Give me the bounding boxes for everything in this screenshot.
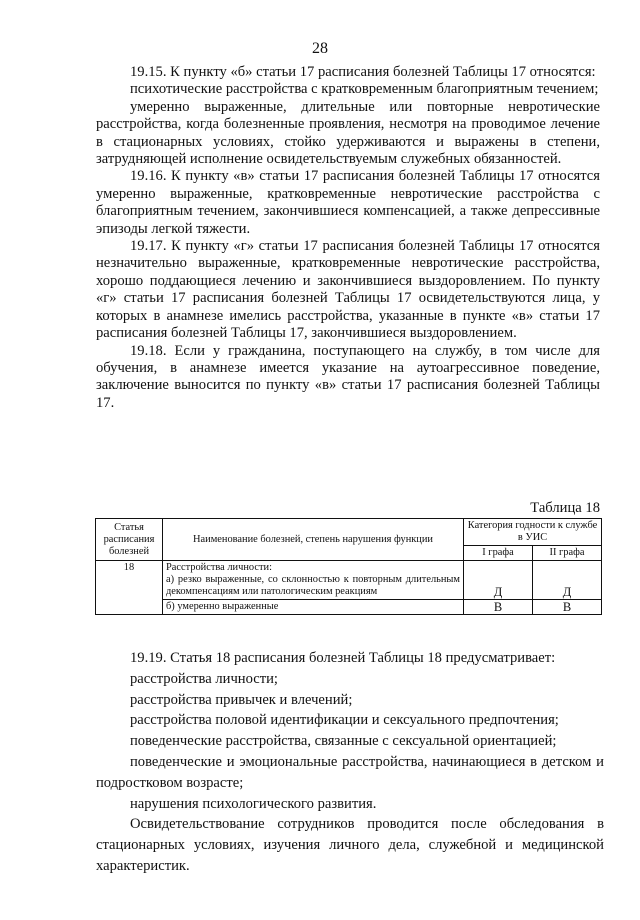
paragraph-examination: Освидетельствование сотрудников проводится после обследования в стационарных условиях, изучения личного дела, служебной и медицинской характеристик. — [96, 816, 604, 874]
item-a-column-1: Д — [464, 561, 533, 600]
list-item: расстройства личности; — [130, 670, 278, 687]
row-article-number: 18 — [96, 561, 163, 615]
paragraph-19-16: 19.16. К пункту «в» статьи 17 расписания болезней Таблицы 17 относятся умеренно выраженные, кратковременные невротические расстройства с благоприятным течением, закончившиеся компенсацией, а также депрессивные эпизоды легкой тяжести. — [96, 168, 600, 237]
header-disease-name: Наименование болезней, степень нарушения функции — [163, 519, 464, 561]
item-b-column-1: В — [464, 600, 533, 615]
list-item: поведенческие расстройства, связанные с сексуальной ориентацией; — [130, 733, 557, 750]
header-column-2: II графа — [533, 546, 602, 561]
header-category: Категория годности к службе в УИС — [464, 519, 602, 546]
row-item-a-cell — [163, 561, 464, 600]
list-item: расстройства половой идентификации и сексуального предпочтения; — [130, 712, 559, 729]
paragraph-neurotic: умеренно выраженные, длительные или повторные невротические расстройства, когда болезненные проявления, несмотря на проводимое лечение в стационарных условиях, стойко удерживаются и выражены в степени, затрудняющей исполнение освидетельствуемым служебных обязанностей. — [96, 98, 600, 168]
list-item: поведенческие и эмоциональные расстройства, начинающиеся в детском и подростковом возрасте; — [96, 753, 604, 791]
item-a-column-2: Д — [533, 561, 602, 600]
item-b-column-2: В — [533, 600, 602, 615]
table-18 — [95, 518, 602, 615]
paragraph-psychotic: психотические расстройства с кратковременным благоприятным течением; — [130, 81, 599, 98]
paragraph-19-15: 19.15. К пункту «б» статьи 17 расписания болезней Таблицы 17 относятся: — [130, 64, 596, 80]
paragraph-19-17: 19.17. К пункту «г» статьи 17 расписания болезней Таблицы 17 относятся незначительно выраженные, кратковременные невротические расстройства, хорошо поддающиеся лечению и закончившиеся выздоровлением. По пункту «г» статьи 17 расписания болезней Таблицы 17 освидетельствуются лица, у которых в анамнезе имелись расстройства, указанные в пункте «в» статьи 17 расписания болезней Таблицы 17, закончившиеся выздоровлением. — [96, 238, 600, 342]
bottom-text-block — [96, 648, 604, 877]
row-title: Расстройства личности: — [166, 562, 272, 573]
row-item-b: б) умеренно выраженные — [163, 600, 464, 615]
table-caption: Таблица 18 — [530, 500, 600, 516]
top-text-block — [96, 64, 600, 412]
row-item-a: а) резко выраженные, со склонностью к повторным длительным декомпенсациям или патологическим реакциям — [166, 574, 460, 597]
paragraph-19-19: 19.19. Статья 18 расписания болезней Таблицы 18 предусматривает: — [130, 650, 556, 666]
page-number: 28 — [312, 40, 328, 57]
list-item: расстройства привычек и влечений; — [130, 691, 353, 708]
header-article: Статья расписания болезней — [96, 519, 163, 561]
paragraph-19-18: 19.18. Если у гражданина, поступающего на службу, в том числе для обучения, в анамнезе имеется указание на аутоагрессивное поведение, заключение выносится по пункту «в» статьи 17 расписания болезней Таблицы 17. — [96, 342, 600, 411]
header-column-1: I графа — [464, 546, 533, 561]
list-item: нарушения психологического развития. — [130, 795, 377, 812]
